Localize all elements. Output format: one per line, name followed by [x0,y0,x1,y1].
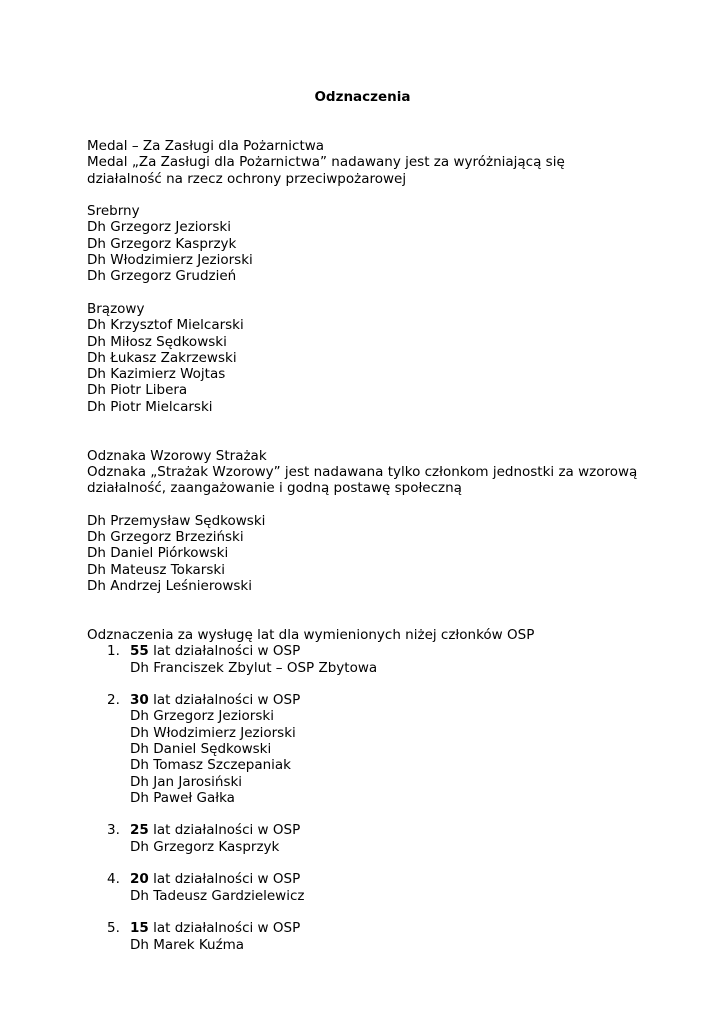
list-number: 2. [107,692,120,709]
bronze-name: Dh Kazimierz Wojtas [87,366,226,383]
document-body [87,138,697,953]
years-suffix: lat działalności w OSP [148,871,301,888]
service-item [87,871,697,904]
medal-description-line: Medal „Za Zasługi dla Pożarnictwa” nadawany jest za wyróżniającą się [87,154,565,171]
years-suffix: lat działalności w OSP [148,822,301,839]
bronze-name: Dh Krzysztof Mielcarski [87,317,244,334]
silver-name: Dh Grzegorz Grudzień [87,268,237,285]
service-name: Dh Grzegorz Kasprzyk [130,838,280,855]
badge-name: Dh Mateusz Tokarski [87,561,225,578]
medal-description-line: działalność na rzecz ochrony przeciwpożarowej [87,170,407,187]
silver-name: Dh Włodzimierz Jeziorski [87,252,253,269]
silver-name: Dh Grzegorz Kasprzyk [87,235,237,252]
badge-name: Dh Grzegorz Brzeziński [87,529,244,546]
years-suffix: lat działalności w OSP [148,643,301,660]
list-number: 1. [107,643,120,660]
service-name: Dh Daniel Sędkowski [130,740,272,757]
years-count: 15 [130,920,149,937]
years-count: 25 [130,822,149,839]
service-heading: Odznaczenia za wysługę lat dla wymienionych niżej członków OSP [87,626,535,643]
bronze-name: Dh Piotr Libera [87,382,188,399]
badge-name: Dh Przemysław Sędkowski [87,512,266,529]
medal-heading: Medal – Za Zasługi dla Pożarnictwa [87,138,325,154]
badge-description-line: działalność, zaangażowanie i godną postawę społeczną [87,480,462,497]
list-number: 5. [107,920,120,937]
silver-name: Dh Grzegorz Jeziorski [87,219,231,236]
service-name: Dh Tadeusz Gardzielewicz [130,887,305,904]
medal-section [87,138,697,415]
service-name: Dh Marek Kuźma [130,936,245,953]
service-item [87,822,697,855]
bronze-name: Dh Łukasz Zakrzewski [87,349,237,366]
service-name: Dh Tomasz Szczepaniak [130,757,291,774]
badge-section [87,448,697,595]
badge-name: Dh Andrzej Leśnierowski [87,578,252,595]
service-list [87,643,697,953]
page-title: Odznaczenia [314,89,411,105]
years-count: 20 [130,871,149,888]
service-item [87,920,697,953]
bronze-name: Dh Piotr Mielcarski [87,398,213,415]
list-number: 4. [107,871,120,888]
years-suffix: lat działalności w OSP [148,692,301,709]
badge-name: Dh Daniel Piórkowski [87,545,229,562]
service-item [87,643,697,676]
list-number: 3. [107,822,120,839]
service-item [87,692,697,806]
service-name: Dh Paweł Gałka [130,789,235,806]
badge-description-line: Odznaka „Strażak Wzorowy” jest nadawana tylko członkom jednostki za wzorową [87,463,638,480]
years-suffix: lat działalności w OSP [148,920,301,937]
bronze-label: Brązowy [87,300,145,317]
service-section [87,627,697,953]
service-name: Dh Grzegorz Jeziorski [130,708,274,725]
years-count: 55 [130,643,149,660]
bronze-name: Dh Miłosz Sędkowski [87,333,227,350]
badge-heading: Odznaka Wzorowy Strażak [87,447,267,464]
service-name: Dh Jan Jarosiński [130,773,243,790]
service-name: Dh Franciszek Zbylut – OSP Zbytowa [130,659,378,676]
service-name: Dh Włodzimierz Jeziorski [130,724,296,741]
silver-label: Srebrny [87,203,140,220]
years-count: 30 [130,692,149,709]
